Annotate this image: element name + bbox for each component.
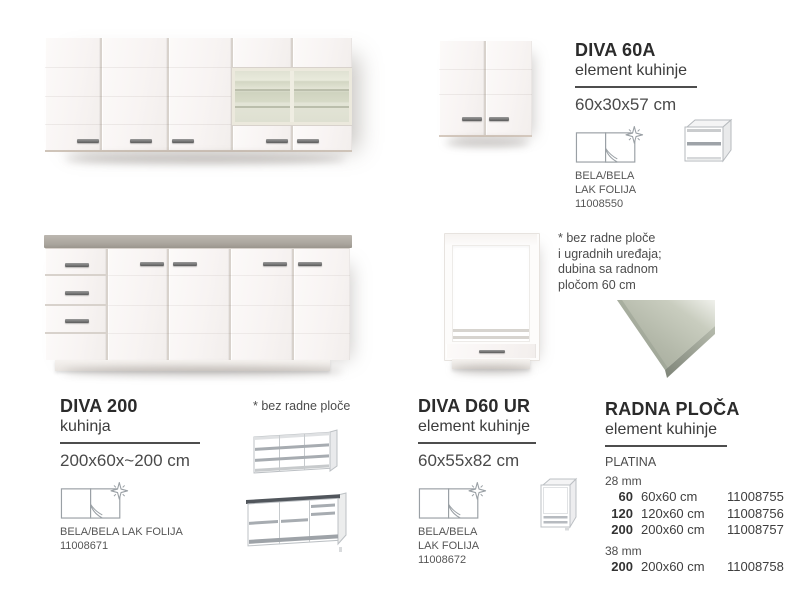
cabinet-door bbox=[102, 38, 167, 150]
cabinet-underside bbox=[45, 150, 352, 152]
worktop-size: 200 bbox=[611, 558, 633, 574]
door-handle bbox=[266, 139, 288, 143]
finish-swatch-icon bbox=[418, 482, 488, 521]
worktop-row bbox=[605, 522, 784, 539]
drawer-handle bbox=[65, 319, 89, 323]
photo-shadow bbox=[63, 367, 343, 376]
worktop-corner-photo bbox=[603, 300, 715, 380]
finish-name: LAK FOLIJA bbox=[575, 183, 637, 196]
base-frame-line-icon bbox=[246, 490, 348, 556]
divider-rule bbox=[60, 442, 200, 444]
worktop-dims: 120x60 cm bbox=[641, 505, 705, 521]
product-block-radna-ploca bbox=[605, 399, 784, 575]
door-handle bbox=[140, 262, 164, 266]
worktop-size: 120 bbox=[611, 505, 633, 521]
thickness-label: 38 mm bbox=[605, 543, 642, 558]
product-sku: 11008671 bbox=[60, 539, 109, 552]
diva-d60-ur-photo bbox=[444, 233, 540, 373]
drawer-handle bbox=[479, 350, 505, 353]
finish-swatch-icon bbox=[575, 126, 645, 165]
cabinet-underside bbox=[439, 135, 532, 137]
worktop-dims: 60x60 cm bbox=[641, 489, 698, 505]
note-line: i ugradnih uređaja; bbox=[558, 246, 662, 261]
worktop bbox=[44, 235, 352, 248]
worktop-material: PLATINA bbox=[605, 455, 657, 470]
product-title: DIVA D60 UR bbox=[418, 396, 531, 416]
worktop-sku: 11008757 bbox=[727, 522, 784, 538]
worktop-row bbox=[605, 505, 784, 523]
product-sku: 11008672 bbox=[418, 553, 467, 566]
product-subtitle: element kuhinje bbox=[605, 420, 718, 438]
cabinet-top-face bbox=[445, 234, 537, 245]
note-line: pločom 60 cm bbox=[558, 277, 636, 292]
note-line: * bez radne ploče bbox=[558, 231, 656, 245]
product-dimensions: 200x60x~200 cm bbox=[60, 451, 190, 471]
worktop-dims: 200x60 cm bbox=[641, 558, 705, 574]
worktop-sku: 11008758 bbox=[727, 558, 784, 574]
worktop-dims: 200x60 cm bbox=[641, 522, 705, 538]
cabinet-door bbox=[293, 38, 352, 67]
worktop-row bbox=[605, 489, 784, 506]
product-dimensions: 60x30x57 cm bbox=[575, 95, 677, 115]
wall-cabinet-line-icon bbox=[683, 118, 733, 163]
wall-cabinet-set-photo bbox=[45, 38, 352, 152]
photo-shadow bbox=[445, 139, 529, 147]
product-dimensions: 60x55x82 cm bbox=[418, 451, 520, 471]
cabinet-door bbox=[293, 126, 352, 150]
door-handle bbox=[462, 117, 482, 121]
door-handle bbox=[298, 262, 322, 266]
finish-name: BELA/BELA bbox=[418, 525, 478, 538]
glass-door-divider bbox=[290, 71, 294, 122]
product-title: RADNA PLOČA bbox=[605, 399, 740, 419]
cabinet-door bbox=[233, 126, 291, 150]
door-handle bbox=[173, 262, 197, 266]
drawer-handle bbox=[65, 291, 89, 295]
shelving-line-icon bbox=[253, 428, 339, 480]
note-d60-ur bbox=[558, 231, 708, 294]
product-title: DIVA 60A bbox=[575, 40, 656, 60]
note-line: dubina sa radnom bbox=[558, 262, 659, 277]
oven-rail bbox=[453, 336, 529, 339]
door-handle bbox=[130, 139, 152, 143]
door-handle bbox=[172, 139, 194, 143]
finish-swatch-icon bbox=[60, 482, 130, 521]
drawer-front bbox=[45, 249, 106, 274]
photo-shadow bbox=[65, 154, 345, 164]
diva-60a-photo bbox=[439, 41, 532, 137]
product-block-diva-d60-ur bbox=[418, 396, 548, 567]
divider-rule bbox=[605, 445, 727, 447]
door-handle bbox=[297, 139, 319, 143]
thickness-label: 28 mm bbox=[605, 474, 642, 489]
door-handle bbox=[77, 139, 99, 143]
worktop-row bbox=[605, 558, 784, 576]
worktop-size: 200 bbox=[611, 522, 633, 538]
worktop-size: 60 bbox=[618, 489, 633, 505]
product-block-diva-200 bbox=[60, 396, 250, 553]
product-subtitle: kuhinja bbox=[60, 417, 111, 435]
door-handle bbox=[263, 262, 287, 266]
cabinet-door bbox=[45, 38, 100, 150]
door-handle bbox=[489, 117, 509, 121]
note-line: * bez radne ploče bbox=[253, 399, 351, 413]
photo-shadow bbox=[452, 366, 532, 374]
drawer-handle bbox=[65, 263, 89, 267]
note-diva-200 bbox=[253, 399, 373, 415]
drawer-front bbox=[45, 334, 106, 360]
product-sku: 11008550 bbox=[575, 197, 624, 210]
base-cabinet-set-photo bbox=[45, 235, 350, 371]
divider-rule bbox=[418, 442, 536, 444]
finish-name: BELA/BELA LAK FOLIJA bbox=[60, 525, 183, 538]
drawer-front bbox=[45, 276, 106, 304]
finish-name: BELA/BELA bbox=[575, 169, 635, 182]
oven-housing-line-icon bbox=[538, 477, 580, 531]
product-subtitle: element kuhinje bbox=[575, 61, 688, 79]
worktop-sku: 11008755 bbox=[727, 489, 784, 505]
finish-name: LAK FOLIJA bbox=[418, 539, 480, 552]
oven-opening bbox=[452, 245, 530, 342]
worktop-sku: 11008756 bbox=[727, 505, 784, 521]
cabinet-door bbox=[169, 38, 231, 150]
oven-rail bbox=[453, 329, 529, 332]
cabinet-door bbox=[233, 38, 291, 67]
product-subtitle: element kuhinje bbox=[418, 417, 531, 435]
product-title: DIVA 200 bbox=[60, 396, 138, 416]
divider-rule bbox=[575, 86, 697, 88]
glass-display-section bbox=[232, 68, 352, 125]
